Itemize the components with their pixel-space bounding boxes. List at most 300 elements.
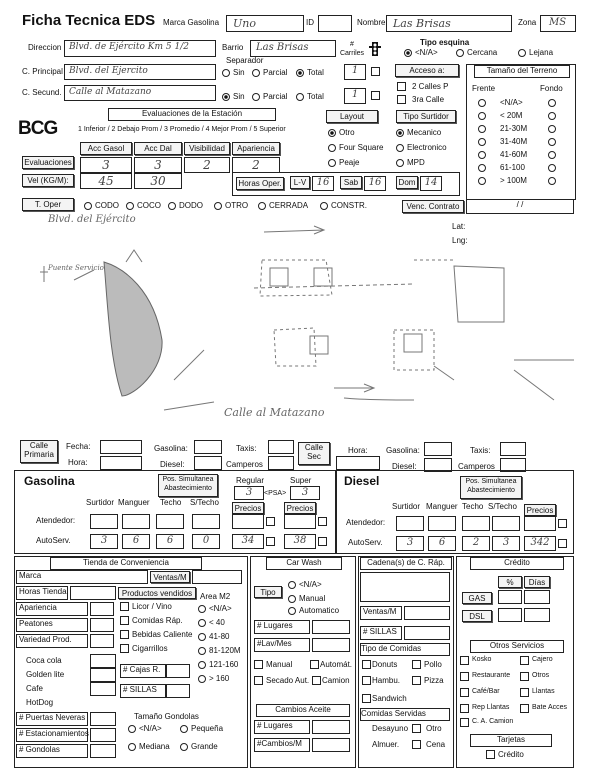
acc-dal-button[interactable]: Acc Dal — [134, 142, 182, 155]
surtidor-mpd-radio[interactable]: MPD — [396, 158, 425, 167]
dsl-cell[interactable] — [428, 516, 456, 531]
evaluaciones-header: Evaluaciones de la Estación — [108, 108, 276, 121]
tipo-surtidor-button[interactable]: Tipo Surtidor — [396, 110, 456, 123]
calle-primaria-button[interactable]: Calle Primaria — [20, 440, 58, 463]
dom-button[interactable]: Dom — [396, 176, 418, 189]
radio-icon — [456, 49, 464, 57]
fondo-radio-icon[interactable] — [548, 151, 556, 159]
area-radio[interactable] — [198, 618, 225, 627]
taxis-sec-label: Taxis: — [470, 446, 491, 455]
otro-servicio-checkbox[interactable] — [460, 656, 469, 665]
sab-button[interactable]: Sab — [340, 176, 362, 189]
tienda-ventas-button[interactable]: Ventas/M — [150, 571, 190, 583]
otro-servicio-checkbox[interactable] — [520, 688, 529, 697]
horas-tienda-value[interactable] — [70, 586, 116, 600]
gondola-pequena-radio[interactable]: Pequeña — [180, 724, 223, 733]
marca-label: Marca Gasolina — [163, 18, 220, 27]
gas-precio-cell[interactable] — [232, 534, 264, 549]
radio-icon — [126, 202, 134, 210]
gas-cell[interactable] — [122, 534, 150, 549]
sab-field[interactable]: 16 — [364, 176, 386, 191]
estacionamientos-field[interactable]: # Estacionamientos — [16, 728, 88, 742]
gas-precio-value: 34 — [241, 535, 255, 546]
dsl-cell[interactable] — [462, 516, 490, 531]
lv-field[interactable]: 16 — [312, 176, 334, 191]
gondolas-value[interactable] — [90, 744, 116, 758]
dsl-precio-cell[interactable] — [524, 516, 556, 531]
otro-comida-label: Otro — [426, 724, 442, 733]
comidas-sillas-field[interactable]: # SILLAS — [360, 626, 402, 640]
acc-dal-field[interactable]: 3 — [134, 157, 182, 173]
frente-radio-icon[interactable] — [478, 151, 486, 159]
principal-separador-checkbox[interactable] — [371, 67, 380, 76]
dsl-precio-value: 342 — [530, 537, 550, 548]
aceite-cambios-field[interactable]: #Cambios/M — [254, 738, 310, 752]
oper-coco-radio[interactable]: COCO — [126, 201, 161, 210]
otro-servicio-label: C. A. Camion — [472, 718, 514, 725]
gas-precio-cell[interactable] — [284, 534, 316, 549]
carwash-manual-label: Manual — [266, 660, 293, 669]
otro-servicio-checkbox[interactable] — [460, 688, 469, 697]
fondo-radio-icon[interactable] — [548, 99, 556, 107]
dsl-cell[interactable] — [462, 536, 490, 551]
aceite-lugares-field[interactable]: # Lugares — [254, 720, 310, 734]
gas-cell[interactable] — [156, 534, 184, 549]
apariencia-field[interactable]: 2 — [232, 157, 280, 173]
gas-manguer-label: Manguer — [118, 498, 150, 507]
venc-contrato-button[interactable]: Venc. Contrato — [402, 200, 464, 213]
radio-icon — [198, 661, 206, 669]
radio-icon — [328, 129, 336, 137]
gondolas-field[interactable]: # Gondolas — [16, 744, 88, 758]
marca-field[interactable] — [226, 15, 304, 32]
t-oper-button[interactable]: T. Oper — [22, 198, 74, 211]
sandwich-checkbox[interactable] — [362, 694, 371, 703]
gasolina-sec-field[interactable] — [424, 442, 452, 456]
area-radio[interactable] — [198, 646, 241, 655]
principal-field[interactable] — [64, 64, 216, 80]
secund-carriles-field[interactable]: 1 — [344, 88, 366, 104]
acceso-2calles-checkbox[interactable] — [397, 82, 406, 91]
area-option-label: 121-160 — [209, 660, 239, 669]
vel-button[interactable]: Vel (KG/M): — [22, 174, 74, 187]
zona-field[interactable] — [540, 15, 576, 32]
taxis-field[interactable] — [268, 440, 294, 454]
carwash-lugares-field[interactable]: # Lugares — [254, 620, 310, 634]
layout-button[interactable]: Layout — [326, 110, 378, 123]
tamano-gondolas-label: Tamaño Gondolas — [134, 712, 199, 721]
area-radio[interactable] — [198, 632, 229, 641]
sillas-tienda-value[interactable] — [166, 684, 190, 698]
radio-icon — [258, 202, 266, 210]
dsl-cell-value: 3 — [502, 537, 510, 548]
comidas-sillas-value[interactable] — [404, 626, 450, 640]
radio-icon — [296, 93, 304, 101]
nombre-label: Nombre — [357, 18, 386, 27]
fondo-radio-icon[interactable] — [548, 138, 556, 146]
producto-label: Licor / Vino — [132, 602, 172, 611]
gas-precio-checkbox[interactable] — [318, 537, 327, 546]
productos-button[interactable]: Productos vendidos — [118, 587, 196, 599]
visibilidad-button[interactable]: Visibilidad — [184, 142, 230, 155]
donuts-label: Donuts — [372, 660, 398, 669]
frente-radio-icon[interactable] — [478, 138, 486, 146]
tienda-marca-field[interactable]: Marca — [16, 570, 148, 584]
horas-oper-button[interactable]: Horas Oper. — [236, 177, 284, 190]
diesel-sec-label: Diesel: — [392, 462, 417, 471]
gas-cell[interactable] — [90, 534, 118, 549]
acceso-3ra-checkbox[interactable] — [397, 95, 406, 104]
gas-precio-value: 38 — [293, 535, 307, 546]
credito-dsl-button[interactable]: DSL — [462, 610, 492, 622]
secund-field[interactable] — [64, 85, 216, 101]
carwash-lav-value[interactable] — [312, 638, 350, 652]
credito-pct-button[interactable]: % — [498, 576, 522, 588]
secund-total-radio[interactable]: Total — [296, 92, 324, 101]
credito-dias-button[interactable]: Días — [524, 576, 550, 588]
acc-gasol-button[interactable]: Acc Gasol — [80, 142, 132, 155]
producto-checkbox[interactable] — [120, 616, 129, 625]
credito-gas-dias[interactable] — [524, 590, 550, 604]
tipo-esquina-label: Tipo esquina — [420, 38, 470, 47]
terreno-option-label: 41-60M — [500, 150, 528, 159]
secund-parcial-radio[interactable]: Parcial — [252, 92, 287, 101]
gas-cell-value: 3 — [100, 535, 108, 546]
gas-autoserv-label: AutoServ. — [36, 536, 71, 545]
cena-label: Cena — [426, 740, 446, 749]
marca-producto-field[interactable] — [90, 682, 116, 696]
gas-cell[interactable] — [122, 514, 150, 529]
radio-icon — [252, 93, 260, 101]
regular-field[interactable]: 3 — [234, 486, 264, 500]
fondo-label: Fondo — [540, 84, 563, 93]
gondola-grande-radio[interactable]: Grande — [180, 742, 218, 751]
gas-precios-regular-button[interactable]: Precios — [232, 502, 264, 514]
taxis-sec-field[interactable] — [500, 442, 526, 456]
gas-precio-checkbox[interactable] — [318, 517, 327, 526]
venc-contrato-field[interactable]: / / — [466, 199, 574, 214]
carwash-secado-checkbox[interactable] — [254, 676, 263, 685]
radio-icon — [128, 725, 136, 733]
dsl-techo-label: Techo — [462, 502, 484, 511]
hora-field-primaria[interactable] — [100, 456, 142, 470]
dsl-cell[interactable] — [492, 516, 520, 531]
carwash-na-radio[interactable]: <N/A> — [288, 580, 322, 589]
dom-field[interactable]: 14 — [420, 176, 442, 191]
gas-cell[interactable] — [90, 514, 118, 529]
diesel-title: Diesel — [344, 474, 380, 488]
otro-servicio-checkbox[interactable] — [460, 672, 469, 681]
neveras-field[interactable]: # Puertas Neveras — [16, 712, 88, 726]
principal-total-radio[interactable]: Total — [296, 68, 324, 77]
camperos-field[interactable] — [268, 456, 294, 470]
gas-precio-cell[interactable] — [232, 514, 264, 529]
gasolina-pos-button[interactable]: Pos. Simultanea Abastecimiento — [158, 474, 218, 497]
nombre-field[interactable] — [386, 15, 512, 32]
fecha-field-primaria[interactable] — [100, 440, 142, 454]
area-option-label: < 40 — [209, 618, 225, 627]
fondo-radio-icon[interactable] — [548, 112, 556, 120]
tarjeta-credito-checkbox[interactable] — [486, 750, 495, 759]
donuts-checkbox[interactable] — [362, 660, 371, 669]
barrio-value: Las Brisas — [256, 42, 309, 53]
secund-sin-radio[interactable]: Sin — [222, 92, 245, 101]
radio-icon — [404, 49, 412, 57]
carwash-auto-checkbox[interactable] — [310, 660, 319, 669]
tarjeta-credito-label: Crédito — [498, 750, 524, 759]
gas-cell-value: 6 — [132, 535, 140, 546]
area-option-label: > 160 — [209, 674, 230, 683]
carwash-camion-label: Camion — [322, 676, 350, 685]
barrio-label: Barrio — [222, 43, 244, 52]
frente-label: Frente — [472, 84, 496, 93]
oper-dodo-radio[interactable]: DODO — [168, 201, 203, 210]
peatones-value[interactable] — [90, 618, 114, 632]
hora-label: Hora: — [68, 458, 88, 467]
layout-peaje-radio[interactable]: Peaje — [328, 158, 359, 167]
otro-servicio-checkbox[interactable] — [460, 704, 469, 713]
radio-icon — [396, 159, 404, 167]
radio-icon — [222, 93, 230, 101]
hora-field-sec[interactable] — [336, 456, 380, 470]
area-radio[interactable] — [198, 604, 232, 613]
acceso-2calles-label: 2 Calles P — [412, 82, 449, 91]
otro-servicio-checkbox[interactable] — [460, 718, 469, 727]
carwash-camion-checkbox[interactable] — [312, 676, 321, 685]
terreno-option-label: < 20M — [500, 111, 523, 120]
fondo-radio-icon[interactable] — [548, 177, 556, 185]
aceite-cambios-value[interactable] — [312, 738, 350, 752]
oper-constr-radio[interactable]: CONSTR. — [320, 201, 367, 210]
secund-value: Calle al Matazano — [69, 87, 152, 97]
calle-sec-button[interactable]: Calle Sec — [298, 442, 330, 465]
vel-field-1[interactable]: 45 — [80, 173, 132, 189]
tienda-ventas-field[interactable] — [192, 570, 242, 584]
neveras-value[interactable] — [90, 712, 116, 726]
layout-foursquare-radio[interactable]: Four Square — [328, 143, 383, 152]
producto-checkbox[interactable] — [120, 644, 129, 653]
gas-cell[interactable] — [192, 514, 220, 529]
acceso-button[interactable]: Acceso a: — [395, 64, 459, 77]
radio-icon — [396, 144, 404, 152]
surtidor-electronico-radio[interactable]: Electronico — [396, 143, 447, 152]
barrio-field[interactable] — [250, 40, 336, 57]
dsl-cell[interactable] — [428, 536, 456, 551]
dsl-cell[interactable] — [492, 536, 520, 551]
producto-checkbox[interactable] — [120, 602, 129, 611]
tarjetas-header: Tarjetas — [470, 734, 552, 747]
surtidor-mecanico-radio[interactable]: Mecanico — [396, 128, 441, 137]
id-field[interactable] — [318, 15, 352, 32]
otro-servicio-label: Llantas — [532, 688, 555, 695]
credito-gas-pct[interactable] — [498, 590, 522, 604]
radio-icon — [180, 725, 188, 733]
page-title: Ficha Tecnica EDS — [22, 12, 156, 29]
credito-gas-button[interactable]: GAS — [462, 592, 492, 604]
marca-producto-label: Cafe — [26, 684, 43, 693]
fecha-label: Fecha: — [66, 442, 91, 451]
principal-value: Blvd. del Ejercito — [69, 66, 148, 76]
pizza-checkbox[interactable] — [412, 676, 421, 685]
aceite-lugares-value[interactable] — [312, 720, 350, 734]
carwash-tipo-button[interactable]: Tipo — [254, 586, 282, 598]
esquina-na-radio[interactable]: <N/A> — [404, 48, 438, 57]
carwash-auto-radio[interactable]: Automatico — [288, 606, 339, 615]
dsl-precio-checkbox[interactable] — [558, 539, 567, 548]
acc-gasol-field[interactable]: 3 — [80, 157, 132, 173]
super-label: Super — [290, 476, 312, 485]
frente-radio-icon[interactable] — [478, 99, 486, 107]
gondola-mediana-radio[interactable]: Mediana — [128, 742, 170, 751]
variedad-value[interactable] — [90, 634, 114, 648]
tipo-comidas-header: Tipo de Comidas — [360, 643, 450, 656]
credito-dsl-dias[interactable] — [524, 608, 550, 622]
lv-button[interactable]: L-V — [290, 176, 310, 189]
direccion-field[interactable] — [64, 40, 216, 57]
diesel-pos-button[interactable]: Pos. Simultanea Abastecimiento — [460, 476, 522, 499]
apariencia-button[interactable]: Apariencia — [232, 142, 280, 155]
comidas-ventas-field[interactable]: Ventas/M — [360, 606, 402, 620]
terreno-header: Tamaño del Terreno — [474, 65, 570, 78]
pollo-label: Pollo — [424, 660, 442, 669]
horas-tienda-field[interactable]: Horas Tienda — [16, 586, 68, 600]
frente-radio-icon[interactable] — [478, 164, 486, 172]
gas-precio-checkbox[interactable] — [266, 537, 275, 546]
otro-servicio-label: Kosko — [472, 656, 492, 663]
esquina-lejana-radio[interactable]: Lejana — [518, 48, 553, 57]
producto-label: Bebidas Caliente — [132, 630, 193, 639]
area-option-label: 81-120M — [209, 646, 241, 655]
marca-producto-field[interactable] — [90, 654, 116, 668]
otro-servicio-checkbox[interactable] — [520, 656, 529, 665]
principal-parcial-radio[interactable]: Parcial — [252, 68, 287, 77]
dsl-autoserv-label: AutoServ. — [348, 538, 383, 547]
desayuno-checkbox[interactable] — [412, 724, 421, 733]
oper-codo-radio[interactable]: CODO — [84, 201, 119, 210]
radio-icon — [168, 202, 176, 210]
pollo-checkbox[interactable] — [412, 660, 421, 669]
terreno-option-label: <N/A> — [500, 98, 523, 107]
radio-icon — [222, 69, 230, 77]
gondola-na-radio[interactable]: <N/A> — [128, 724, 162, 733]
evaluaciones-button[interactable]: Evaluaciones — [22, 156, 74, 169]
dsl-manguer-label: Manguer — [426, 502, 458, 511]
gas-cell[interactable] — [192, 534, 220, 549]
esquina-cercana-radio[interactable]: Cercana — [456, 48, 497, 57]
variedad-field[interactable]: Variedad Prod. — [16, 634, 88, 648]
evaluaciones-scale: 1 Inferior / 2 Debajo Prom / 3 Promedio / 4 Mejor Prom / 5 Superior — [78, 126, 286, 133]
radio-icon — [198, 619, 206, 627]
carwash-manual-radio[interactable]: Manual — [288, 594, 325, 603]
marca-producto-field[interactable] — [90, 668, 116, 682]
otro-servicio-checkbox[interactable] — [520, 704, 529, 713]
dsl-precios-button[interactable]: Precios — [524, 504, 556, 516]
producto-label: Comidas Ráp. — [132, 616, 183, 625]
dsl-cell[interactable] — [396, 536, 424, 551]
otro-servicio-label: Otros — [532, 672, 550, 679]
pizza-label: Pizza — [424, 676, 444, 685]
aceite-header: Cambios Aceite — [256, 704, 350, 717]
principal-sin-radio[interactable]: Sin — [222, 68, 245, 77]
taxis-label: Taxis: — [236, 444, 257, 453]
super-field[interactable]: 3 — [290, 486, 320, 500]
sillas-tienda-field[interactable]: # SILLAS — [120, 684, 166, 698]
gas-techo-label: Techo — [160, 498, 182, 507]
peatones-field[interactable]: Peatones — [16, 618, 88, 632]
comidas-ventas-value[interactable] — [404, 606, 450, 620]
producto-checkbox[interactable] — [120, 630, 129, 639]
frente-radio-icon[interactable] — [478, 177, 486, 185]
psa-label: <PSA> — [264, 490, 287, 497]
apariencia-tienda-value[interactable] — [90, 602, 114, 616]
dsl-precio-checkbox[interactable] — [558, 519, 567, 528]
producto-label: Cigarrillos — [132, 644, 168, 653]
cadena-field[interactable] — [360, 572, 450, 602]
dsl-cell[interactable] — [396, 516, 424, 531]
area-option-label: 41-80 — [209, 632, 230, 641]
gasolina-title: Gasolina — [24, 474, 75, 488]
lng-label: Lng: — [452, 236, 468, 245]
principal-label: C. Principal — [22, 67, 63, 76]
radio-icon — [328, 144, 336, 152]
gas-precio-cell[interactable] — [284, 514, 316, 529]
area-radio[interactable] — [198, 660, 238, 669]
oper-otro-radio[interactable]: OTRO — [214, 201, 248, 210]
cajas-field[interactable]: # Cajas R. — [120, 664, 166, 678]
gas-precio-checkbox[interactable] — [266, 517, 275, 526]
visibilidad-field[interactable]: 2 — [184, 157, 230, 173]
terreno-option-label: > 100M — [500, 176, 527, 185]
dsl-cell-value: 3 — [406, 537, 414, 548]
secund-separador-checkbox[interactable] — [371, 91, 380, 100]
direccion-value: Blvd. de Ejército Km 5 1/2 — [69, 42, 190, 52]
dsl-cell-value: 6 — [438, 537, 446, 548]
otro-servicio-label: Restaurante — [472, 672, 511, 679]
radio-icon — [288, 581, 296, 589]
apariencia-tienda-field[interactable]: Apariencia — [16, 602, 88, 616]
desayuno-label: Desayuno — [372, 724, 409, 733]
gas-precios-super-button[interactable]: Precios — [284, 502, 316, 514]
fondo-radio-icon[interactable] — [548, 164, 556, 172]
frente-radio-icon[interactable] — [478, 112, 486, 120]
credito-header: Crédito — [470, 557, 564, 570]
terreno-option-label: 31-40M — [500, 137, 528, 146]
fondo-radio-icon[interactable] — [548, 125, 556, 133]
hambu-checkbox[interactable] — [362, 676, 371, 685]
carwash-lugares-value[interactable] — [312, 620, 350, 634]
principal-carriles-field[interactable]: 1 — [344, 64, 366, 80]
otro-servicio-label: Bate Acces — [532, 704, 568, 711]
gas-cell[interactable] — [156, 514, 184, 529]
dsl-precio-cell[interactable] — [524, 536, 556, 551]
carwash-manual-checkbox[interactable] — [254, 660, 263, 669]
radio-icon — [180, 743, 188, 751]
gas-atendedor-label: Atendedor: — [36, 516, 76, 525]
oper-cerrada-radio[interactable]: CERRADA — [258, 201, 308, 210]
credito-dsl-pct[interactable] — [498, 608, 522, 622]
diesel-traf-field[interactable] — [194, 456, 222, 470]
otro-servicio-checkbox[interactable] — [520, 672, 529, 681]
layout-otro-radio[interactable]: Otro — [328, 128, 355, 137]
estacionamientos-value[interactable] — [90, 728, 116, 742]
almuer-checkbox[interactable] — [412, 740, 421, 749]
cajas-value[interactable] — [166, 664, 190, 678]
area-radio[interactable] — [198, 674, 229, 683]
vel-field-2[interactable]: 30 — [134, 173, 182, 189]
gasolina-traf-field[interactable] — [194, 440, 222, 454]
frente-radio-icon[interactable] — [478, 125, 486, 133]
carwash-lav-field[interactable]: #Lav/Mes — [254, 638, 310, 652]
